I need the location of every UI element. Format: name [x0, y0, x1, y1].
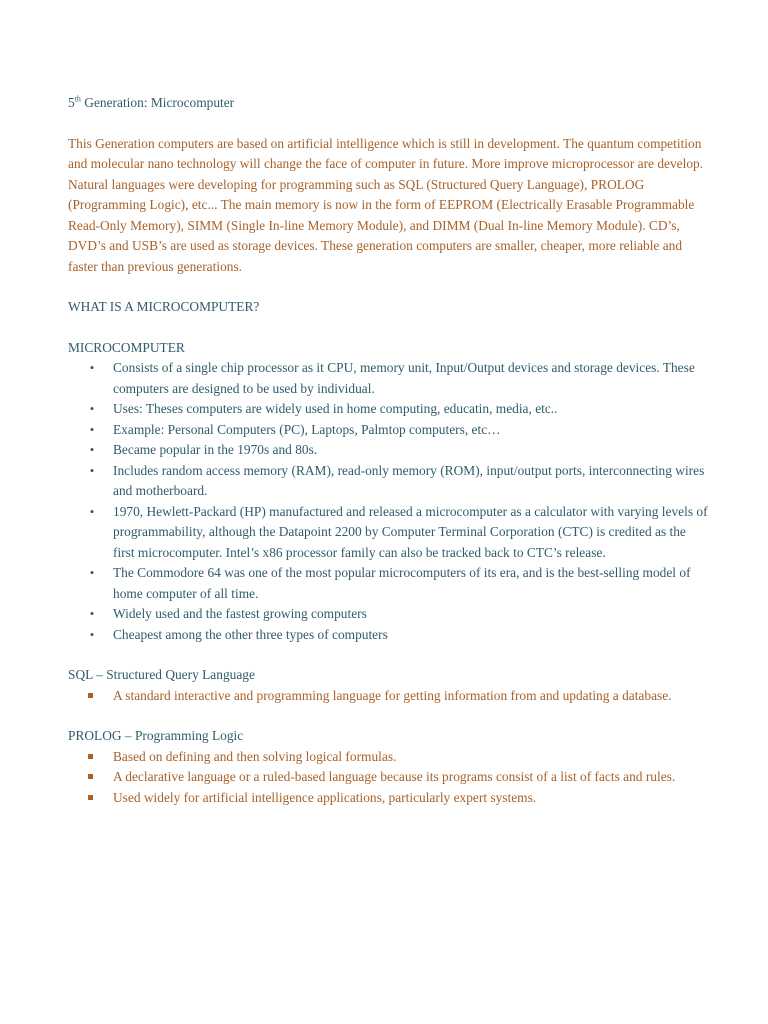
bullet-dot: •: [89, 565, 95, 580]
bullet-square: [88, 795, 93, 800]
bullet-dot: •: [89, 503, 95, 519]
generation-ordinal: th: [74, 94, 81, 104]
list-item: [68, 625, 708, 646]
list-item-text: Became popular in the 1970s and 80s.: [113, 442, 318, 457]
list-item-text: The Commodore 64 was one of the most popular microcomputers of its era, and is the best-selling model of home computer of all time.: [113, 565, 691, 601]
list-item-text: Based on defining and then solving logical formulas.: [113, 748, 397, 764]
document-body: [68, 93, 708, 808]
list-item-text: Example: Personal Computers (PC), Laptops, Palmtop computers, etc…: [113, 421, 501, 437]
list-item: [68, 686, 708, 707]
list-item: [68, 788, 708, 809]
bullet-square: [88, 693, 93, 698]
question-heading: WHAT IS A MICROCOMPUTER?: [68, 299, 260, 314]
prolog-list: [68, 747, 708, 809]
list-item: [68, 604, 708, 625]
generation-paragraph: This Generation computers are based on artificial intelligence which is still in development. The quantum competition and molecular nano technology will change the face of computer in future. More improve microprocessor are develop. Natural languages were developing for programming such as SQL (Structured Query Language), PROLOG (Programming Logic), etc... The main memory is now in the form of EEPROM (Electrically Erasable Programmable Read-Only Memory), SIMM (Single In-line Memory Module), and DIMM (Dual In-line Memory Module). CD’s, DVD’s and USB’s are used as storage devices. These generation computers are smaller, cheaper, more reliable and faster than previous generations.: [68, 135, 704, 274]
list-item-text: 1970, Hewlett-Packard (HP) manufactured and released a microcomputer as a calculator with varying levels of programmability, although the Datapoint 2200 by Computer Terminal Corporation (CTC) is credited as the first microcomputer. Intel’s x86 processor family can also be tracked back to CTC’s release.: [113, 503, 708, 560]
microcomputer-list: [68, 358, 708, 645]
sql-heading: SQL – Structured Query Language: [68, 667, 255, 682]
bullet-square: [88, 754, 93, 759]
microcomputer-heading: MICROCOMPUTER: [68, 339, 185, 355]
list-item-text: Cheapest among the other three types of computers: [113, 626, 388, 642]
list-item-text: Uses: Theses computers are widely used in home computing, educatin, media, etc..: [113, 401, 558, 416]
bullet-dot: •: [89, 360, 95, 375]
list-item: [68, 563, 708, 604]
bullet-dot: •: [89, 421, 95, 437]
list-item: [68, 420, 708, 441]
list-item: [68, 399, 708, 420]
sql-list: [68, 686, 708, 707]
bullet-square: [88, 774, 93, 779]
generation-number: 5: [68, 95, 75, 110]
list-item: [68, 747, 708, 768]
list-item-text: Used widely for artificial intelligence applications, particularly expert systems.: [113, 789, 537, 805]
generation-title: Generation: Microcomputer: [80, 95, 235, 110]
bullet-dot: •: [89, 626, 95, 642]
bullet-dot: •: [89, 401, 95, 416]
list-item-text: A declarative language or a ruled-based language because its programs consist of a list of facts and rules.: [113, 769, 676, 784]
bullet-dot: •: [89, 442, 95, 457]
bullet-dot: •: [89, 606, 95, 621]
list-item: [68, 767, 708, 788]
prolog-heading: PROLOG – Programming Logic: [68, 728, 244, 743]
list-item: [68, 440, 708, 461]
list-item-text: Consists of a single chip processor as it CPU, memory unit, Input/Output devices and storage devices. These computers are designed to be used by individual.: [113, 360, 695, 396]
list-item-text: Includes random access memory (RAM), read-only memory (ROM), input/output ports, interconnecting wires and motherboard.: [113, 462, 705, 498]
list-item-text: Widely used and the fastest growing computers: [113, 606, 367, 621]
list-item: [68, 461, 708, 502]
list-item: [68, 358, 708, 399]
bullet-dot: •: [89, 462, 95, 478]
list-item: [68, 502, 708, 564]
generation-heading: [68, 93, 708, 114]
list-item-text: A standard interactive and programming language for getting information from and updating a database.: [113, 687, 672, 703]
